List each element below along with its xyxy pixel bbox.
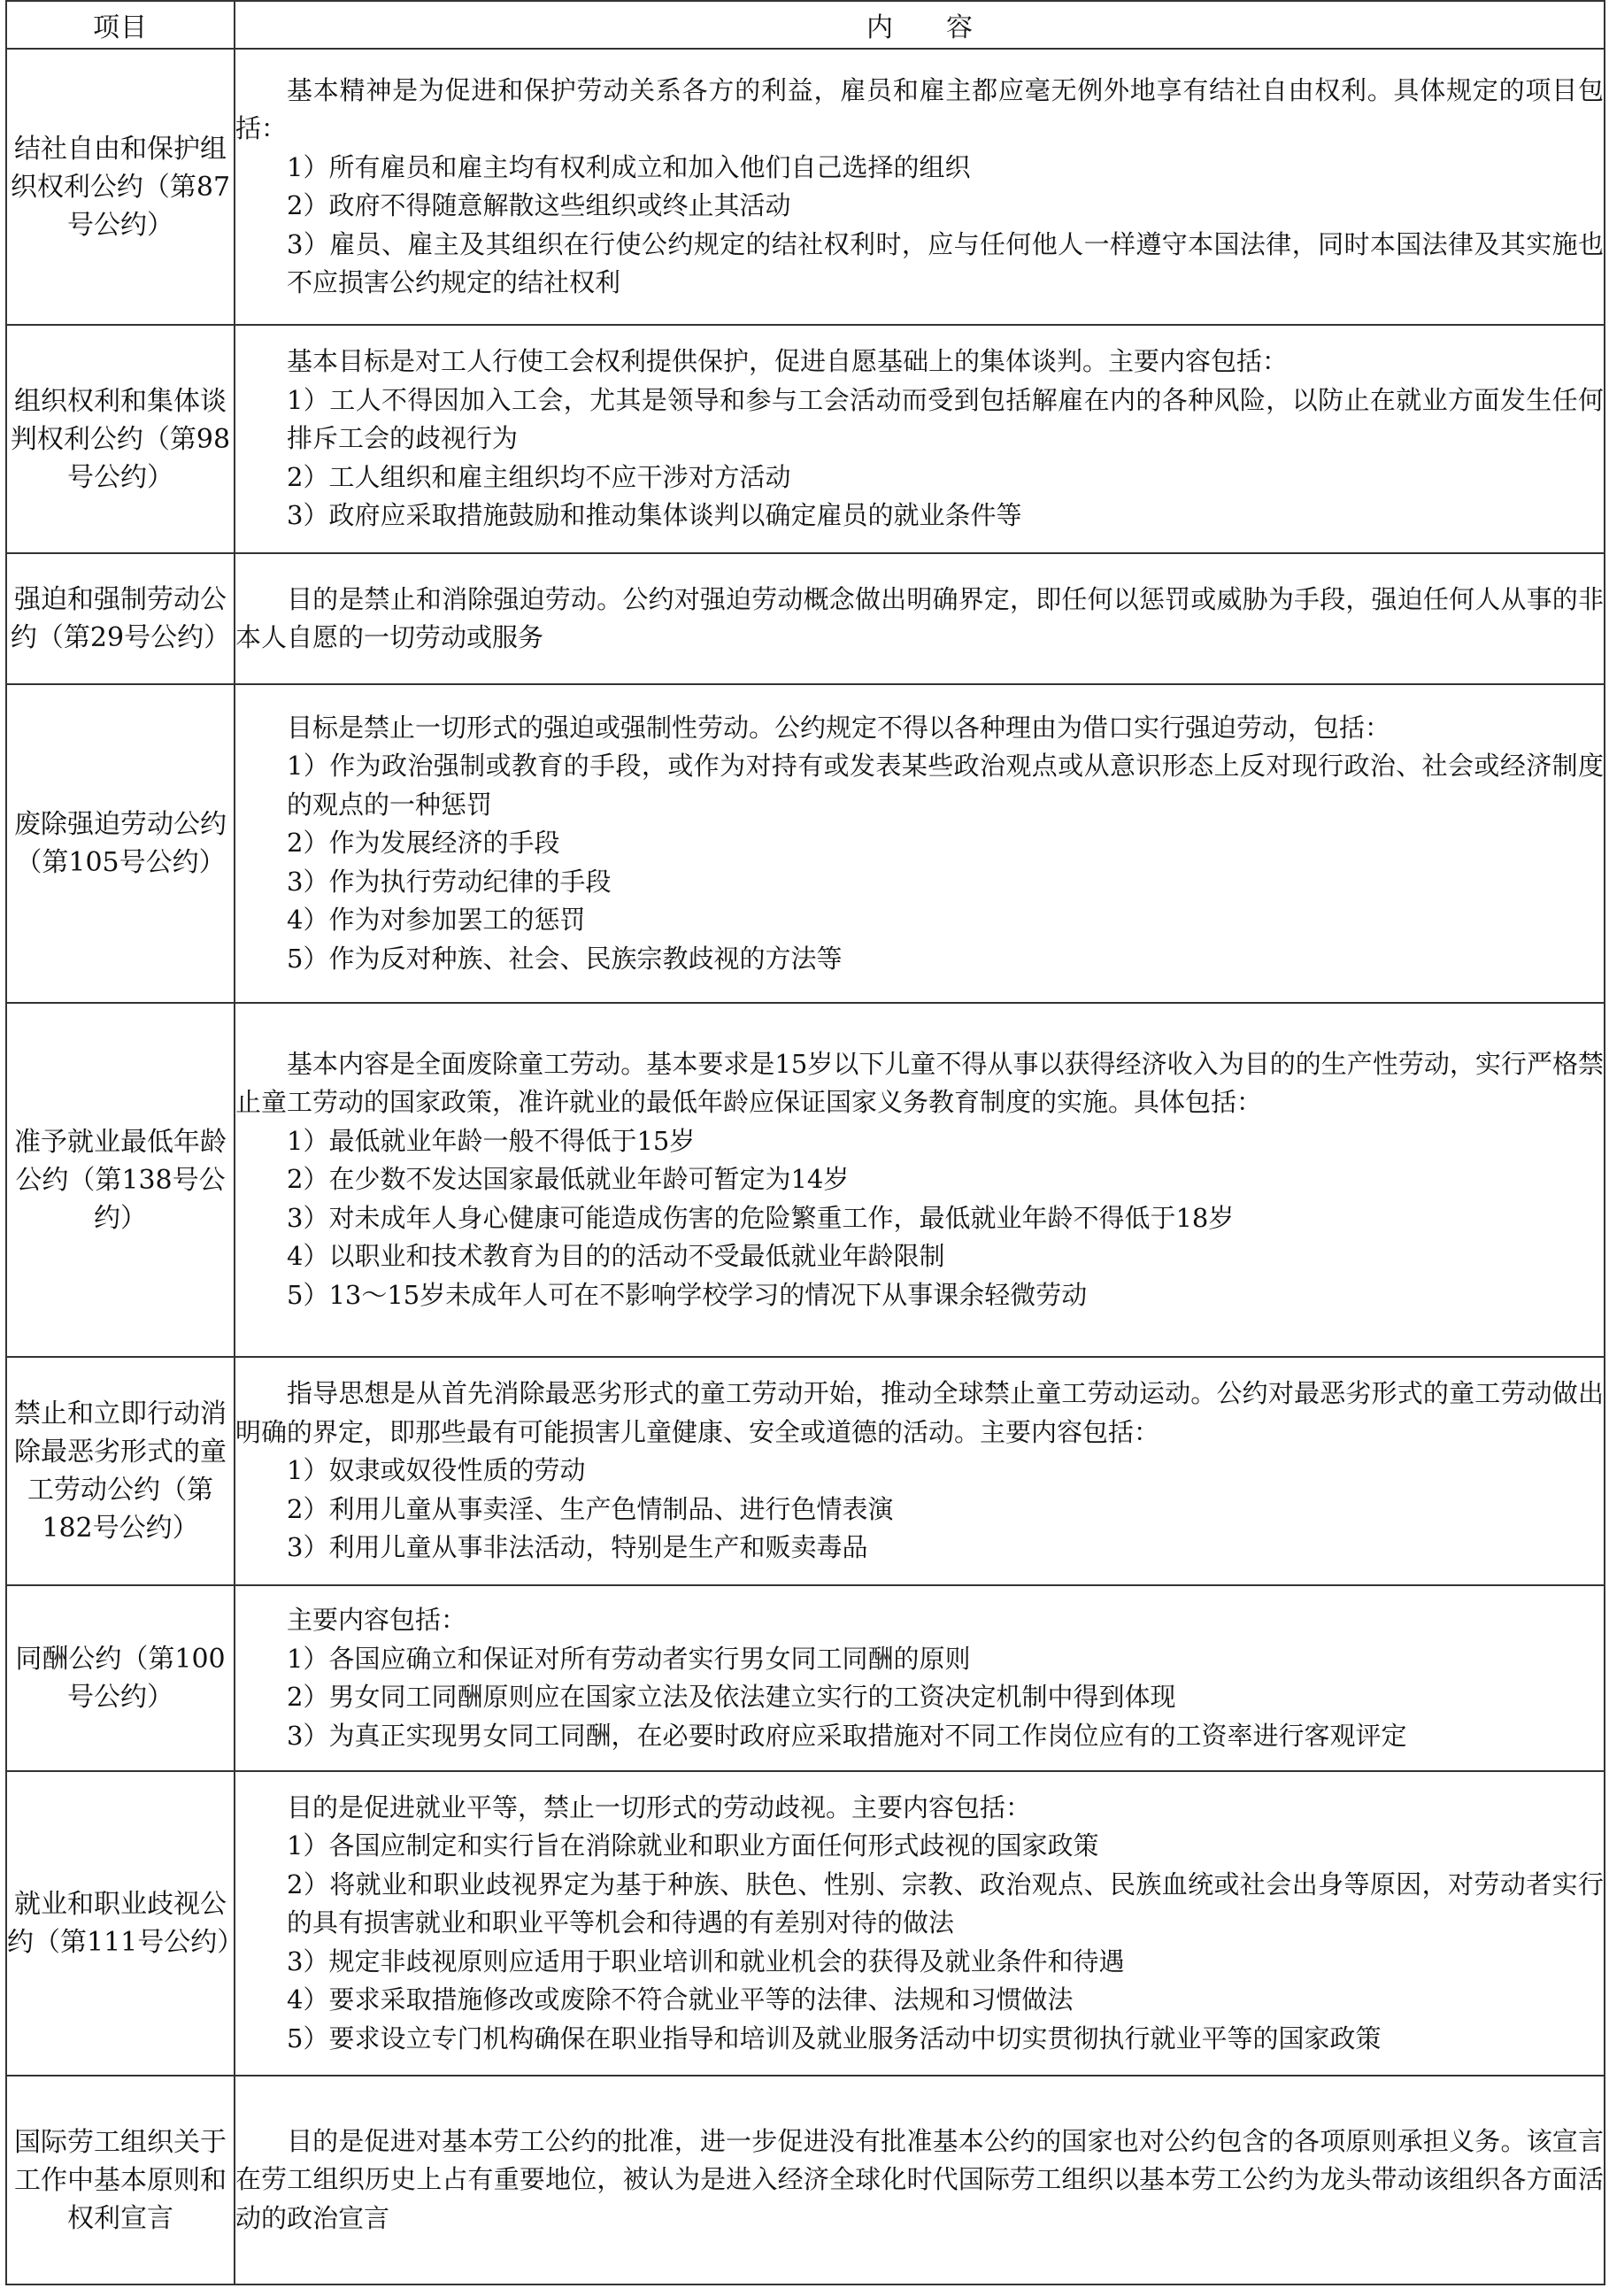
row-item: 国际劳工组织关于工作中基本原则和权利宣言 (6, 2076, 235, 2284)
row-point: 2）作为发展经济的手段 (287, 828, 560, 859)
row-point: 4）要求采取措施修改或废除不符合就业平等的法律、法规和习惯做法 (287, 1984, 1074, 2015)
row-item: 就业和职业歧视公约（第111号公约） (6, 1771, 235, 2076)
row-intro: 基本目标是对工人行使工会权利提供保护，促进自愿基础上的集体谈判。主要内容包括： (287, 346, 1289, 377)
row-point: 2）在少数不发达国家最低就业年龄可暂定为14岁 (287, 1164, 850, 1195)
table-row (6, 684, 1605, 1003)
table-row (6, 1003, 1605, 1357)
table-row (6, 1357, 1605, 1585)
row-content (235, 1585, 1605, 1771)
row-point: 2）政府不得随意解散这些组织或终止其活动 (287, 190, 791, 220)
row-point: 2）利用儿童从事卖淫、生产色情制品、进行色情表演 (287, 1493, 894, 1524)
row-content (235, 553, 1605, 684)
row-point: 1）奴隶或奴役性质的劳动 (287, 1455, 586, 1486)
row-point: 1）所有雇员和雇主均有权利成立和加入他们自己选择的组织 (287, 151, 971, 182)
row-point: 4）作为对参加罢工的惩罚 (287, 905, 586, 936)
row-intro: 目的是促进对基本劳工公约的批准，进一步促进没有批准基本公约的国家也对公约包含的各项原则承担义务。该宣言在劳工组织历史上占有重要地位，被认为是进入经济全球化时代国际劳工组织以基本劳工公约为龙头带动该组织各方面活动的政治宣言 (235, 2125, 1604, 2233)
row-point: 3）政府应采取措施鼓励和推动集体谈判以确定雇员的就业条件等 (287, 500, 1022, 531)
row-content (235, 1003, 1605, 1357)
row-item: 组织权利和集体谈判权利公约（第98号公约） (6, 325, 235, 553)
row-point: 3）规定非歧视原则应适用于职业培训和就业机会的获得及就业条件和待遇 (287, 1945, 1125, 1976)
table-header-row (6, 1, 1605, 49)
row-intro: 目的是促进就业平等，禁止一切形式的劳动歧视。主要内容包括： (287, 1791, 1032, 1822)
row-point: 2）将就业和职业歧视界定为基于种族、肤色、性别、宗教、政治观点、民族血统或社会出身等原因，对劳动者实行的具有损害就业和职业平等机会和待遇的有差别对待的做法 (287, 1868, 1604, 1938)
row-point: 5）作为反对种族、社会、民族宗教歧视的方法等 (287, 943, 843, 974)
table-row (6, 1585, 1605, 1771)
row-point: 2）工人组织和雇主组织均不应干涉对方活动 (287, 461, 791, 492)
row-intro: 目标是禁止一切形式的强迫或强制性劳动。公约规定不得以各种理由为借口实行强迫劳动，包括： (287, 712, 1391, 743)
row-point: 5）要求设立专门机构确保在职业指导和培训及就业服务活动中切实贯彻执行就业平等的国家政策 (287, 2022, 1382, 2053)
table-row (6, 553, 1605, 684)
header-content (235, 1, 1605, 49)
row-point: 3）雇员、雇主及其组织在行使公约规定的结社权利时，应与任何他人一样遵守本国法律，同时本国法律及其实施也不应损害公约规定的结社权利 (287, 228, 1604, 297)
conventions-table (5, 0, 1605, 2285)
row-point: 3）为真正实现男女同工同酬，在必要时政府应采取措施对不同工作岗位应有的工资率进行客观评定 (287, 1720, 1407, 1751)
row-item: 准予就业最低年龄公约（第138号公约） (6, 1003, 235, 1357)
row-item: 结社自由和保护组织权利公约（第87号公约） (6, 49, 235, 325)
table-row (6, 49, 1605, 325)
row-point: 1）工人不得因加入工会，尤其是领导和参与工会活动而受到包括解雇在内的各种风险，以防止在就业方面发生任何排斥工会的歧视行为 (287, 384, 1604, 454)
row-point: 3）对未成年人身心健康可能造成伤害的危险繁重工作，最低就业年龄不得低于18岁 (287, 1202, 1235, 1233)
header-content-label: 内容 (866, 12, 1026, 43)
row-point: 3）利用儿童从事非法活动，特别是生产和贩卖毒品 (287, 1532, 868, 1563)
row-content (235, 1771, 1605, 2076)
row-item: 废除强迫劳动公约（第105号公约） (6, 684, 235, 1003)
row-content (235, 684, 1605, 1003)
row-intro: 目的是禁止和消除强迫劳动。公约对强迫劳动概念做出明确界定，即任何以惩罚或威胁为手段，强迫任何人从事的非本人自愿的一切劳动或服务 (235, 583, 1604, 652)
header-item: 项目 (6, 1, 235, 49)
row-item: 同酬公约（第100号公约） (6, 1585, 235, 1771)
row-point: 3）作为执行劳动纪律的手段 (287, 866, 612, 897)
row-point: 2）男女同工同酬原则应在国家立法及依法建立实行的工资决定机制中得到体现 (287, 1682, 1176, 1712)
row-content (235, 1357, 1605, 1585)
row-point: 4）以职业和技术教育为目的的活动不受最低就业年龄限制 (287, 1241, 945, 1272)
row-intro: 主要内容包括： (287, 1605, 467, 1635)
row-point: 1）最低就业年龄一般不得低于15岁 (287, 1125, 696, 1156)
row-point: 1）各国应确立和保证对所有劳动者实行男女同工同酬的原则 (287, 1643, 971, 1674)
row-intro: 基本精神是为促进和保护劳动关系各方的利益，雇员和雇主都应毫无例外地享有结社自由权利。具体规定的项目包括： (235, 74, 1604, 143)
row-item: 禁止和立即行动消除最恶劣形式的童工劳动公约（第182号公约） (6, 1357, 235, 1585)
row-intro: 基本内容是全面废除童工劳动。基本要求是15岁以下儿童不得从事以获得经济收入为目的的生产性劳动，实行严格禁止童工劳动的国家政策，准许就业的最低年龄应保证国家义务教育制度的实施。具体包括： (235, 1048, 1604, 1118)
table-row (6, 1771, 1605, 2076)
table-row (6, 325, 1605, 553)
row-item: 强迫和强制劳动公约（第29号公约） (6, 553, 235, 684)
row-content (235, 325, 1605, 553)
row-point: 1）作为政治强制或教育的手段，或作为对持有或发表某些政治观点或从意识形态上反对现行政治、社会或经济制度的观点的一种惩罚 (287, 751, 1604, 820)
row-content (235, 2076, 1605, 2284)
table-row (6, 2076, 1605, 2284)
row-content (235, 49, 1605, 325)
row-intro: 指导思想是从首先消除最恶劣形式的童工劳动开始，推动全球禁止童工劳动运动。公约对最恶劣形式的童工劳动做出明确的界定，即那些最有可能损害儿童健康、安全或道德的活动。主要内容包括： (235, 1378, 1604, 1447)
row-point: 1）各国应制定和实行旨在消除就业和职业方面任何形式歧视的国家政策 (287, 1830, 1099, 1861)
row-point: 5）13～15岁未成年人可在不影响学校学习的情况下从事课余轻微劳动 (287, 1279, 1088, 1310)
